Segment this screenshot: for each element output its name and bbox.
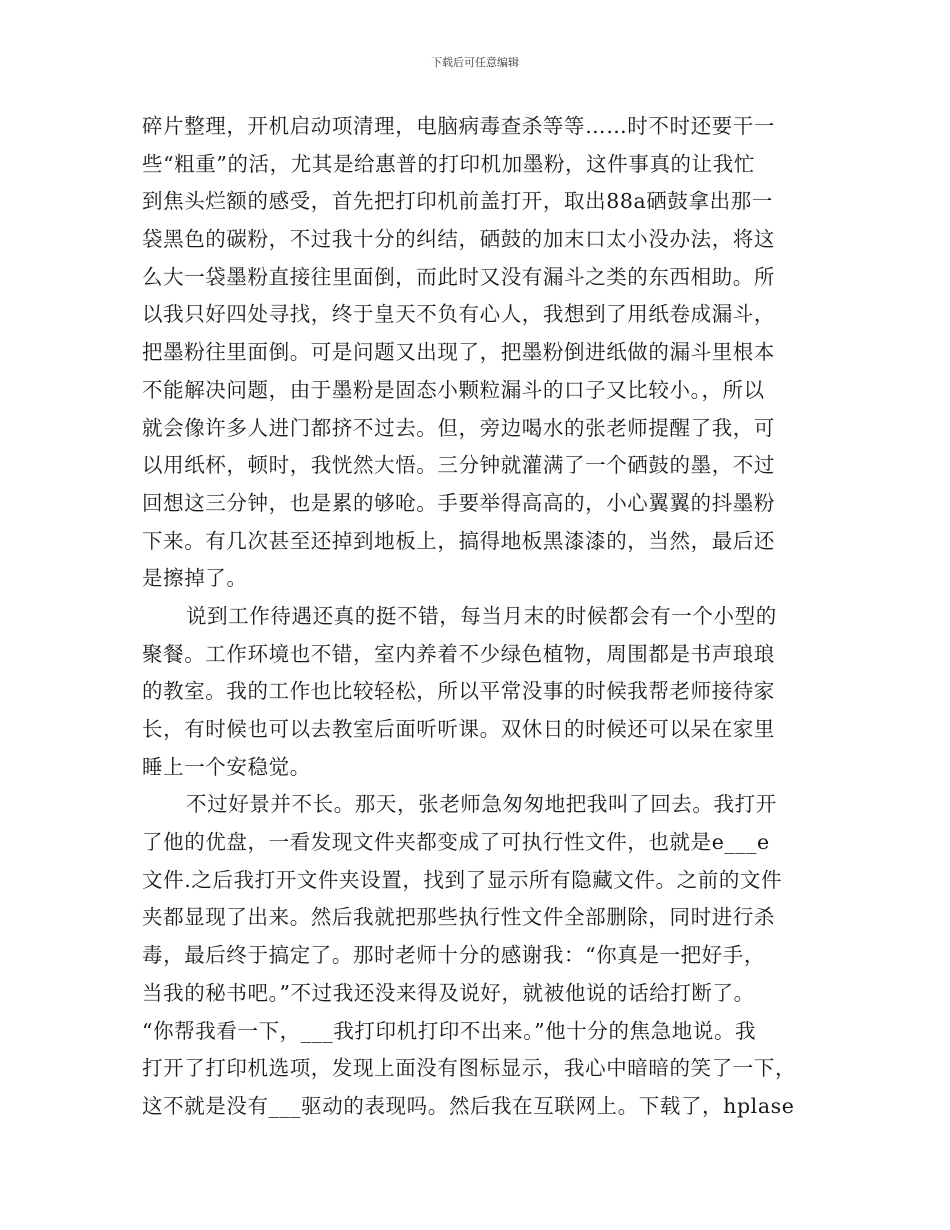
text-line: 袋黑色的碳粉，不过我十分的纠结，硒鼓的加末口太小没办法，将这 <box>142 227 775 252</box>
text-line: 就会像许多人进门都挤不过去。但，旁边喝水的张老师提醒了我，可 <box>142 415 775 440</box>
page-header: 下载后可任意编辑 <box>431 56 519 69</box>
text-line: 不能解决问题，由于墨粉是固态小颗粒漏斗的口子又比较小。，所以 <box>142 377 765 402</box>
text-line: 下来。有几次甚至还掉到地板上，搞得地板黑漆漆的，当然，最后还 <box>142 528 775 553</box>
text-line: 说到工作待遇还真的挺不错，每当月末的时候都会有一个小型的 <box>186 603 777 628</box>
text-line: 以我只好四处寻找，终于皇天不负有心人，我想到了用纸卷成漏斗， <box>142 302 775 327</box>
text-line: 些“粗重”的活，尤其是给惠普的打印机加墨粉，这件事真的让我忙 <box>142 151 755 176</box>
text-line: 睡上一个安稳觉。 <box>142 754 311 779</box>
document-body <box>142 108 814 1126</box>
text-line: 么大一袋墨粉直接往里面倒，而此时又没有漏斗之类的东西相助。所 <box>142 264 775 289</box>
text-line: 当我的秘书吧。”不过我还没来得及说好，就被他说的话给打断了。 <box>142 980 755 1005</box>
text-line: 打开了打印机选项，发现上面没有图标显示，我心中暗暗的笑了一下， <box>142 1056 797 1081</box>
text-line: 的教室。我的工作也比较轻松，所以平常没事的时候我帮老师接待家 <box>142 679 775 704</box>
text-line: 长，有时候也可以去教室后面听听课。双休日的时候还可以呆在家里 <box>142 717 775 741</box>
text-line: 是擦掉了。 <box>142 566 248 591</box>
text-line: 碎片整理，开机启动项清理，电脑病毒查杀等等……时不时还要干一 <box>142 114 775 138</box>
text-line: 到焦头烂额的感受，首先把打印机前盖打开，取出88a硒鼓拿出那一 <box>142 189 773 214</box>
text-line: 聚餐。工作环境也不错，室内养着不少绿色植物，周围都是书声琅琅 <box>142 641 775 666</box>
text-line: 毒，最后终于搞定了。那时老师十分的感谢我：“你真是一把好手， <box>142 943 765 968</box>
text-line: 回想这三分钟，也是累的够呛。手要举得高高的，小心翼翼的抖墨粉 <box>142 490 775 515</box>
text-line: 夹都显现了出来。然后我就把那些执行性文件全部删除，同时进行杀 <box>142 905 775 930</box>
text-line: 这不就是没有___驱动的表现吗。然后我在互联网上。下载了，hplase <box>142 1093 795 1118</box>
text-line: 了他的优盘，一看发现文件夹都变成了可执行性文件，也就是e___e <box>142 830 770 855</box>
text-line: 把墨粉往里面倒。可是问题又出现了，把墨粉倒进纸做的漏斗里根本 <box>142 340 775 365</box>
text-line: 不过好景并不长。那天，张老师急匆匆地把我叫了回去。我打开 <box>186 792 777 817</box>
text-line: 以用纸杯，顿时，我恍然大悟。三分钟就灌满了一个硒鼓的墨，不过 <box>142 453 775 478</box>
text-line: 文件.之后我打开文件夹设置，找到了显示所有隐藏文件。之前的文件 <box>142 867 783 892</box>
text-line: “你帮我看一下，___我打印机打印不出来。”他十分的焦急地说。我 <box>142 1018 757 1043</box>
